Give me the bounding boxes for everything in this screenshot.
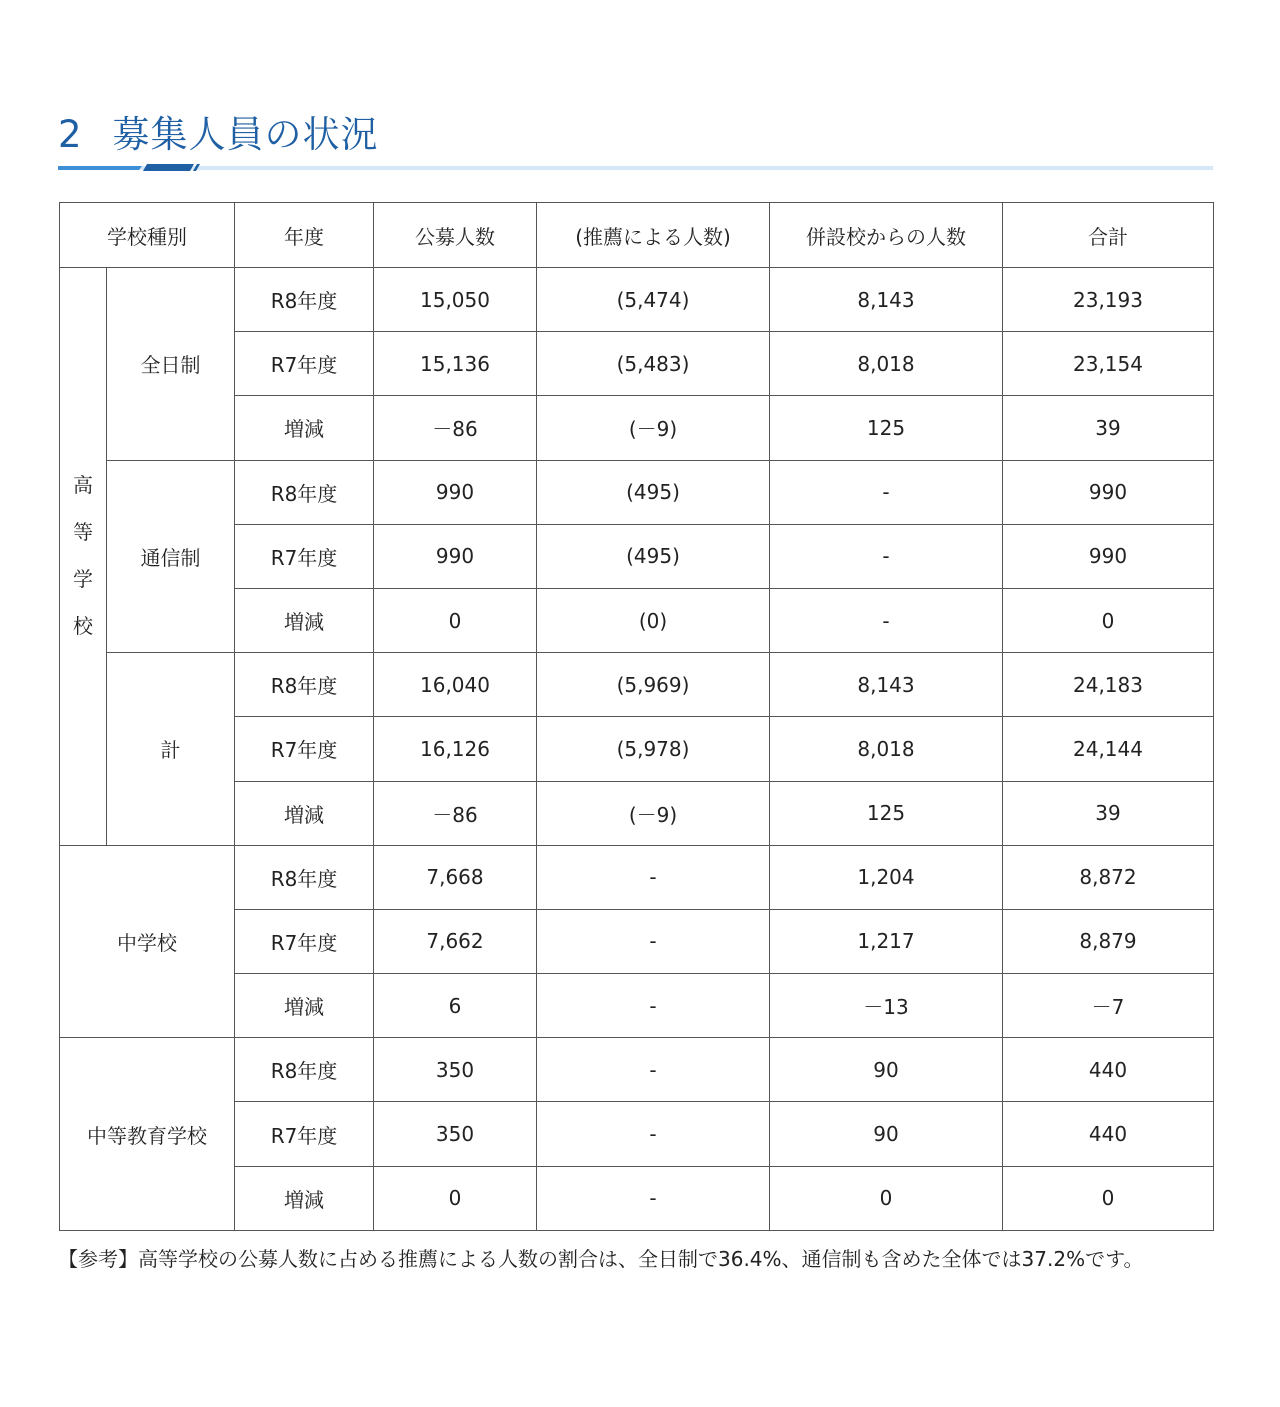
recruitment-table: [59, 202, 1214, 1231]
cell-suisen: -: [537, 845, 770, 909]
group-label-kei: 計: [107, 653, 235, 846]
cell-year: R7年度: [235, 524, 374, 588]
cell-total: 0: [1003, 1166, 1214, 1230]
cell-year: R7年度: [235, 909, 374, 973]
cell-heisetsu: 125: [770, 781, 1003, 845]
cell-total: 440: [1003, 1102, 1214, 1166]
cell-total: 990: [1003, 524, 1214, 588]
cell-heisetsu: 1,217: [770, 909, 1003, 973]
cell-kobo: －86: [374, 781, 537, 845]
cell-suisen: (495): [537, 460, 770, 524]
cell-suisen: (5,483): [537, 332, 770, 396]
cell-total: 23,193: [1003, 268, 1214, 332]
cell-year: 増減: [235, 781, 374, 845]
cell-heisetsu: 8,143: [770, 268, 1003, 332]
header-kobo: 公募人数: [374, 203, 537, 268]
cell-total: 0: [1003, 588, 1214, 652]
cell-kobo: 7,662: [374, 909, 537, 973]
cell-suisen: (5,474): [537, 268, 770, 332]
cell-suisen: (495): [537, 524, 770, 588]
cell-kobo: 15,050: [374, 268, 537, 332]
cell-total: 8,879: [1003, 909, 1214, 973]
cell-kobo: －86: [374, 396, 537, 460]
cell-year: R8年度: [235, 845, 374, 909]
table-row: [60, 653, 1214, 717]
cell-heisetsu: 8,018: [770, 717, 1003, 781]
cell-year: R8年度: [235, 460, 374, 524]
cell-kobo: 16,040: [374, 653, 537, 717]
cell-year: R7年度: [235, 332, 374, 396]
table-row: [60, 460, 1214, 524]
cell-total: 990: [1003, 460, 1214, 524]
table-row: [60, 845, 1214, 909]
cell-heisetsu: 1,204: [770, 845, 1003, 909]
cell-suisen: (－9): [537, 396, 770, 460]
header-total: 合計: [1003, 203, 1214, 268]
header-year: 年度: [235, 203, 374, 268]
cell-year: R7年度: [235, 1102, 374, 1166]
group-label-chuto: 中等教育学校: [60, 1038, 235, 1231]
cell-year: R7年度: [235, 717, 374, 781]
cell-suisen: (－9): [537, 781, 770, 845]
cell-suisen: -: [537, 1038, 770, 1102]
cell-suisen: (5,978): [537, 717, 770, 781]
cell-suisen: -: [537, 1166, 770, 1230]
cell-suisen: -: [537, 974, 770, 1038]
cell-heisetsu: 125: [770, 396, 1003, 460]
cell-kobo: 15,136: [374, 332, 537, 396]
cell-kobo: 6: [374, 974, 537, 1038]
cell-total: 24,183: [1003, 653, 1214, 717]
high-school-label-cell: [60, 268, 107, 846]
header-school-type: 学校種別: [60, 203, 235, 268]
cell-year: 増減: [235, 1166, 374, 1230]
cell-total: 39: [1003, 396, 1214, 460]
cell-kobo: 350: [374, 1102, 537, 1166]
cell-kobo: 990: [374, 524, 537, 588]
cell-suisen: (0): [537, 588, 770, 652]
heading-underline: [58, 164, 1213, 172]
header-row: [60, 203, 1214, 268]
cell-total: －7: [1003, 974, 1214, 1038]
reference-note: 【参考】高等学校の公募人数に占める推薦による人数の割合は、全日制で36.4%、通信制も含めた全体では37.2%です。: [58, 1247, 1144, 1271]
cell-suisen: -: [537, 1102, 770, 1166]
cell-kobo: 16,126: [374, 717, 537, 781]
cell-total: 23,154: [1003, 332, 1214, 396]
group-label-tsushin: 通信制: [107, 460, 235, 653]
group-label-zennichi: 全日制: [107, 268, 235, 461]
cell-kobo: 350: [374, 1038, 537, 1102]
cell-total: 440: [1003, 1038, 1214, 1102]
header-heisetsu: 併設校からの人数: [770, 203, 1003, 268]
cell-suisen: -: [537, 909, 770, 973]
cell-heisetsu: 8,018: [770, 332, 1003, 396]
section-number: 2: [58, 113, 83, 156]
cell-total: 39: [1003, 781, 1214, 845]
cell-heisetsu: 90: [770, 1038, 1003, 1102]
cell-year: R8年度: [235, 653, 374, 717]
cell-kobo: 7,668: [374, 845, 537, 909]
cell-year: 増減: [235, 396, 374, 460]
cell-total: 8,872: [1003, 845, 1214, 909]
header-suisen: (推薦による人数): [537, 203, 770, 268]
group-label-chugakko: 中学校: [60, 845, 235, 1038]
cell-heisetsu: 8,143: [770, 653, 1003, 717]
cell-year: 増減: [235, 974, 374, 1038]
cell-year: R8年度: [235, 268, 374, 332]
cell-heisetsu: 0: [770, 1166, 1003, 1230]
cell-heisetsu: 90: [770, 1102, 1003, 1166]
section-title: 募集人員の状況: [112, 113, 379, 156]
section-heading: [58, 104, 379, 158]
cell-year: R8年度: [235, 1038, 374, 1102]
cell-heisetsu: -: [770, 460, 1003, 524]
cell-total: 24,144: [1003, 717, 1214, 781]
cell-kobo: 0: [374, 1166, 537, 1230]
cell-heisetsu: -: [770, 588, 1003, 652]
high-school-label: 高等学校: [73, 473, 93, 639]
cell-year: 増減: [235, 588, 374, 652]
cell-heisetsu: -: [770, 524, 1003, 588]
cell-heisetsu: －13: [770, 974, 1003, 1038]
cell-kobo: 990: [374, 460, 537, 524]
table-row: [60, 268, 1214, 332]
cell-suisen: (5,969): [537, 653, 770, 717]
table-row: [60, 1038, 1214, 1102]
cell-kobo: 0: [374, 588, 537, 652]
